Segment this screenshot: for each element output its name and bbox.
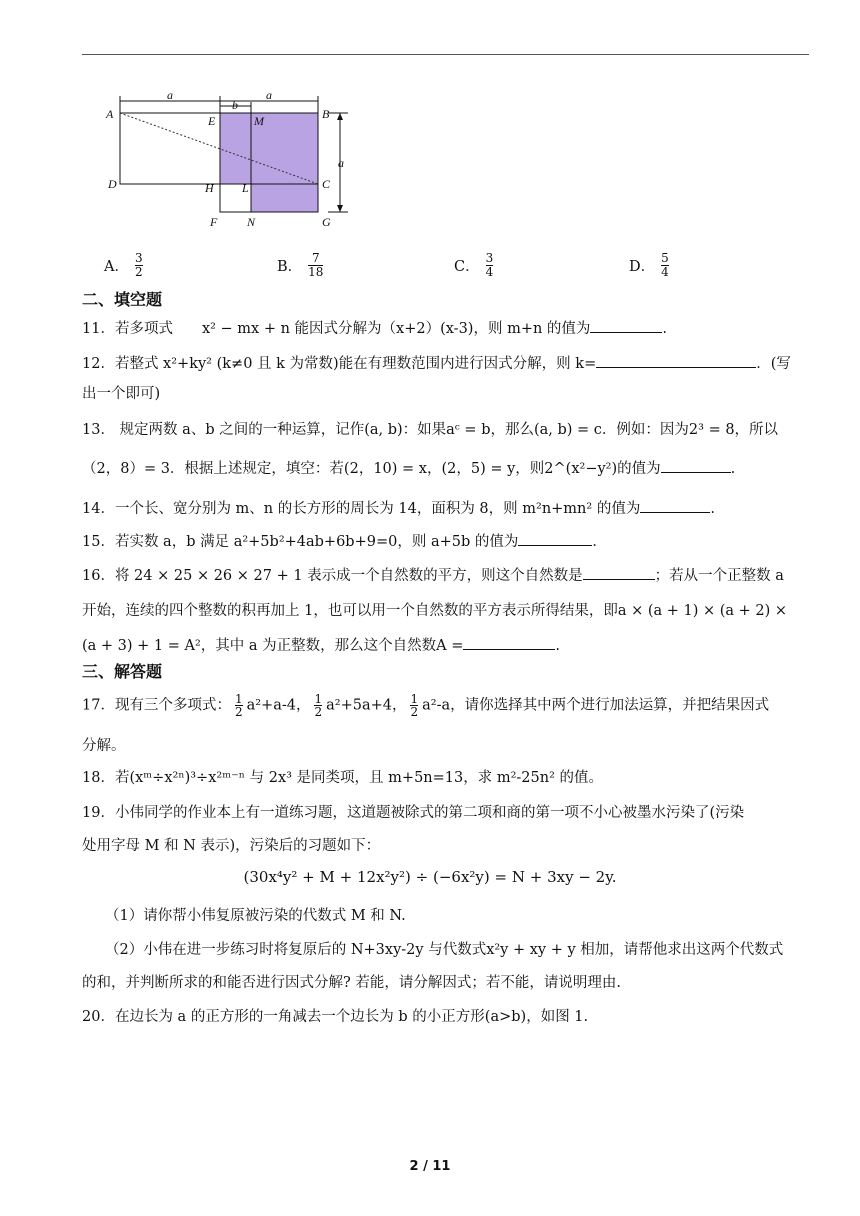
svg-text:M: M: [254, 114, 264, 128]
svg-text:L: L: [242, 181, 249, 195]
shaded-rect: [220, 113, 318, 184]
question-13: 13． 规定两数 a、b 之间的一种运算，记作(a, b)：如果aᶜ = b，那么(a, b) = c．例如：因为2³ = 8，所以: [82, 422, 779, 438]
question-16: 16．将 24 × 25 × 26 × 27 + 1 表示成一个自然数的平方，则这个自然数是 ；若从一个正整数 a: [82, 564, 784, 585]
svg-text:B: B: [322, 107, 330, 121]
option-a: A． $\frac{3}{2}$: [104, 251, 143, 279]
question-17-cont: 分解。: [82, 738, 126, 754]
header-rule: [82, 54, 809, 55]
question-14: 14．一个长、宽分别为 m、n 的长方形的周长为 14，面积为 8，则 m²n+mn² 的值为 .: [82, 497, 715, 518]
question-19-equation: (30x⁴y² + M + 12x²y²) ÷ (−6x²y) = N + 3xy − 2y.: [243, 868, 617, 886]
section-title-fill: 二、填空题: [82, 290, 163, 309]
svg-text:G: G: [322, 215, 331, 229]
option-c: C． $\frac{3}{4}$: [454, 251, 494, 279]
question-16-cont2: (a + 3) + 1 = A²，其中 a 为正整数，那么这个自然数A = .: [82, 634, 560, 655]
svg-text:a: a: [338, 156, 344, 170]
question-16-cont1: 开始，连续的四个整数的积再加上 1，也可以用一个自然数的平方表示所得结果，即a × (a + 1) × (a + 2) ×: [82, 603, 788, 619]
page-number: 2 / 11: [409, 1159, 451, 1174]
svg-text:a: a: [167, 92, 173, 102]
option-d: D． $\frac{5}{4}$: [629, 251, 669, 279]
question-11: 11．若多项式 x² − mx + n 能因式分解为（x+2）(x-3)，则 m+n 的值为 .: [82, 317, 667, 338]
question-19-part1: （1）请你帮小伟复原被污染的代数式 M 和 N.: [105, 908, 406, 924]
svg-text:N: N: [247, 215, 256, 229]
question-19-cont: 处用字母 M 和 N 表示)，污染后的习题如下：: [82, 838, 381, 854]
svg-text:A: A: [106, 107, 114, 121]
question-15: 15．若实数 a，b 满足 a²+5b²+4ab+6b+9=0，则 a+5b 的值为 ．: [82, 530, 607, 551]
svg-text:D: D: [108, 177, 117, 191]
question-20: 20．在边长为 a 的正方形的一角减去一个边长为 b 的小正方形(a>b)，如图 1.: [82, 1009, 589, 1025]
question-18: 18．若(xᵐ÷x²ⁿ)³÷x²ᵐ⁻ⁿ 与 2x³ 是同类项，且 m+5n=13，求 m²-25n² 的值。: [82, 770, 604, 786]
question-19: 19．小伟同学的作业本上有一道练习题，这道题被除式的第二项和商的第一项不小心被墨水污染了(污染: [82, 805, 745, 821]
svg-text:a: a: [266, 92, 272, 102]
svg-text:H: H: [205, 181, 214, 195]
question-19-part2: （2）小伟在进一步练习时将复原后的 N+3xy-2y 与代数式x²y + xy + y 相加，请帮他求出这两个代数式: [105, 942, 784, 958]
svg-text:b: b: [232, 98, 238, 112]
section-title-solve: 三、解答题: [82, 662, 163, 681]
question-17: 17．现有三个多项式： $\frac{1}{2}$ a²+a-4， $\frac{1}{2}$ a²+5a+4， $\frac{1}{2}$ a²-a，请你选择其中两个进行加法运算，并把结果因式: [82, 692, 770, 719]
svg-text:F: F: [210, 215, 218, 229]
option-b: B． $\frac{7}{18}$: [277, 251, 324, 279]
svg-text:C: C: [322, 177, 331, 191]
geometry-figure: [100, 92, 370, 232]
question-12: 12．若整式 x²+ky² (k≠0 且 k 为常数)能在有理数范围内进行因式分解，则 k= ．(写: [82, 352, 791, 373]
question-13-cont: （2，8）= 3．根据上述规定，填空：若(2，10) = x，(2，5) = y，则2^(x²−y²)的值为 .: [82, 457, 735, 478]
question-12-cont: 出一个即可): [82, 386, 161, 402]
question-19-part2-cont: 的和，并判断所求的和能否进行因式分解? 若能，请分解因式；若不能，请说明理由.: [82, 975, 621, 991]
svg-text:E: E: [208, 114, 216, 128]
